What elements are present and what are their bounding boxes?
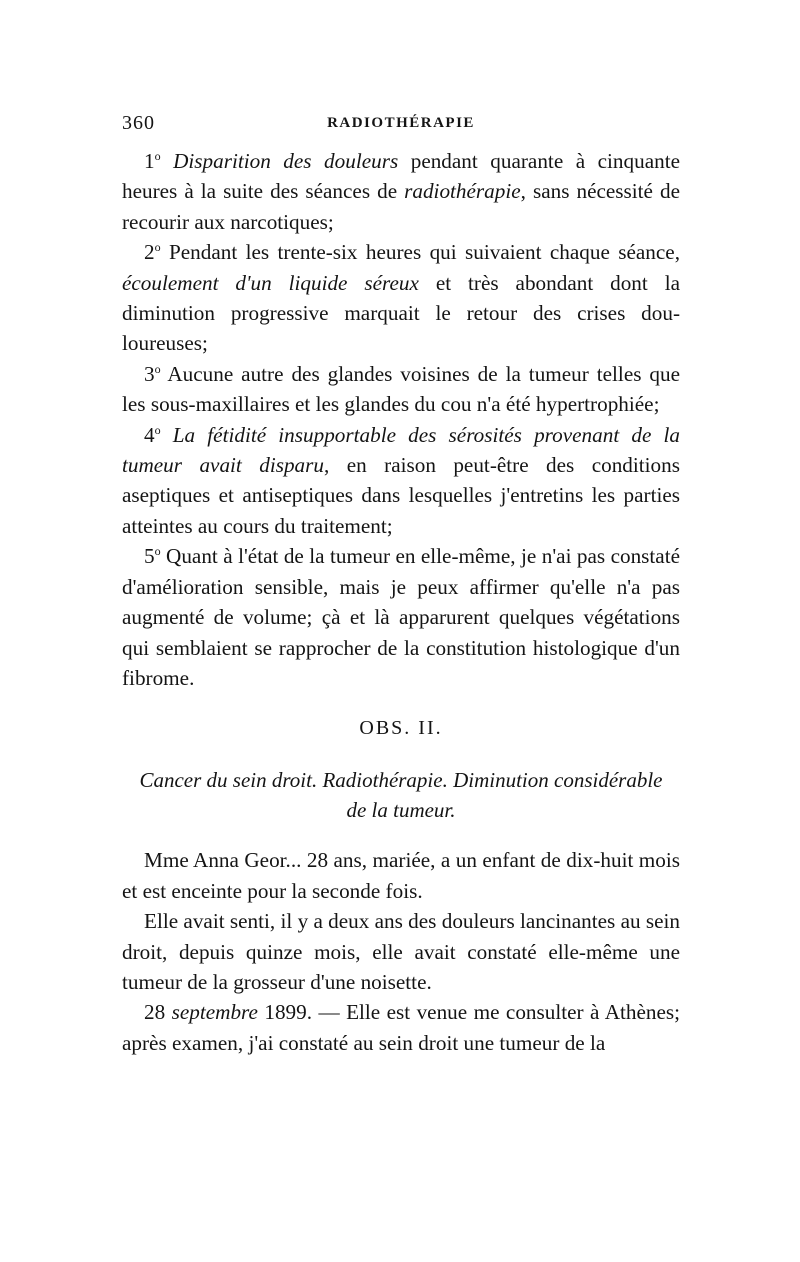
item-number: 2 bbox=[144, 240, 155, 265]
list-item-2 bbox=[122, 237, 680, 359]
item-text-tail: et très abondant dont la diminution progressive marquait le retour des crises douloureuses; bbox=[122, 270, 680, 356]
case-title-line-1: Cancer du sein droit. Radiothérapie. Diminution considérable bbox=[139, 768, 663, 793]
paragraph-text: 1899. — Elle est venue me consulter à Athènes; après examen, j'ai constaté au sein droit une tumeur de la bbox=[122, 1000, 681, 1055]
date-day: 28 bbox=[144, 1000, 166, 1025]
item-number: 5 bbox=[144, 544, 155, 569]
page-number: 360 bbox=[122, 112, 155, 134]
ordinal-mark: o bbox=[154, 544, 161, 559]
ordinal-mark: o bbox=[154, 361, 161, 376]
honorific: Mme bbox=[144, 848, 189, 873]
body-paragraph-2: Elle avait senti, il y a deux ans des douleurs lancinantes au sein droit, depuis quinze mois, elle avait constaté elle-même une tumeur de la grosseur d'une noisette. bbox=[122, 909, 681, 994]
item-text-tail: , en raison peut-être des conditions aseptiques et antiseptiques dans lesquelles j'entretins les parties atteintes au cours du traitement; bbox=[122, 453, 680, 538]
item-text: Aucune autre des glandes voisines de la tumeur telles que les sous-maxillaires et les glandes du cou n'a été hypertrophiée; bbox=[122, 361, 680, 417]
book-page bbox=[122, 112, 680, 1058]
item-text: Pendant les trente-six heures qui suivaient chaque séance, bbox=[160, 240, 680, 265]
case-title-line-2: de la tumeur. bbox=[346, 798, 456, 823]
date-month: septembre bbox=[165, 1000, 258, 1025]
item-text-tail: , sans nécessité de recourir aux narcotiques; bbox=[122, 179, 680, 234]
body-paragraph-1 bbox=[122, 845, 680, 906]
item-number: 1 bbox=[144, 149, 155, 173]
list-item-3 bbox=[122, 359, 680, 420]
item-number: 3 bbox=[144, 361, 155, 386]
item-italic: La fétidité insupportable des sérosités provenant de la tumeur avait disparu bbox=[122, 422, 680, 478]
item-italic: radiothérapie bbox=[404, 179, 521, 204]
item-lead: Disparition des douleurs bbox=[173, 149, 399, 173]
observation-heading: OBS. II. bbox=[359, 717, 443, 740]
ordinal-mark: o bbox=[154, 422, 161, 437]
body-paragraph-3 bbox=[122, 997, 680, 1058]
paragraph-text: Anna Geor... 28 ans, mariée, a un enfant de dix-huit mois et est enceinte pour la seconde fois. bbox=[122, 848, 680, 903]
ordinal-mark: o bbox=[154, 240, 161, 255]
item-italic: écoulement d'un liquide séreux bbox=[122, 270, 419, 295]
running-title: RADIOTHÉRAPIE bbox=[327, 115, 475, 131]
list-item-1 bbox=[122, 146, 680, 237]
running-head bbox=[122, 112, 680, 146]
item-number: 4 bbox=[144, 422, 155, 447]
list-item-5 bbox=[122, 541, 680, 693]
ordinal-mark: o bbox=[154, 148, 161, 163]
list-item-4 bbox=[122, 420, 680, 542]
item-text: Quant à l'état de la tumeur en elle-même, je n'ai pas constaté d'amélioration sensible, mais je peux affirmer qu'elle n'a pas augmenté de volume; çà et là apparurent quelques végétations qui semblaient se rapprocher de la constitution histologique d'un fibrome. bbox=[122, 544, 680, 690]
item-text: pendant quarante à cinquante heures à la suite des séances de bbox=[122, 149, 680, 204]
